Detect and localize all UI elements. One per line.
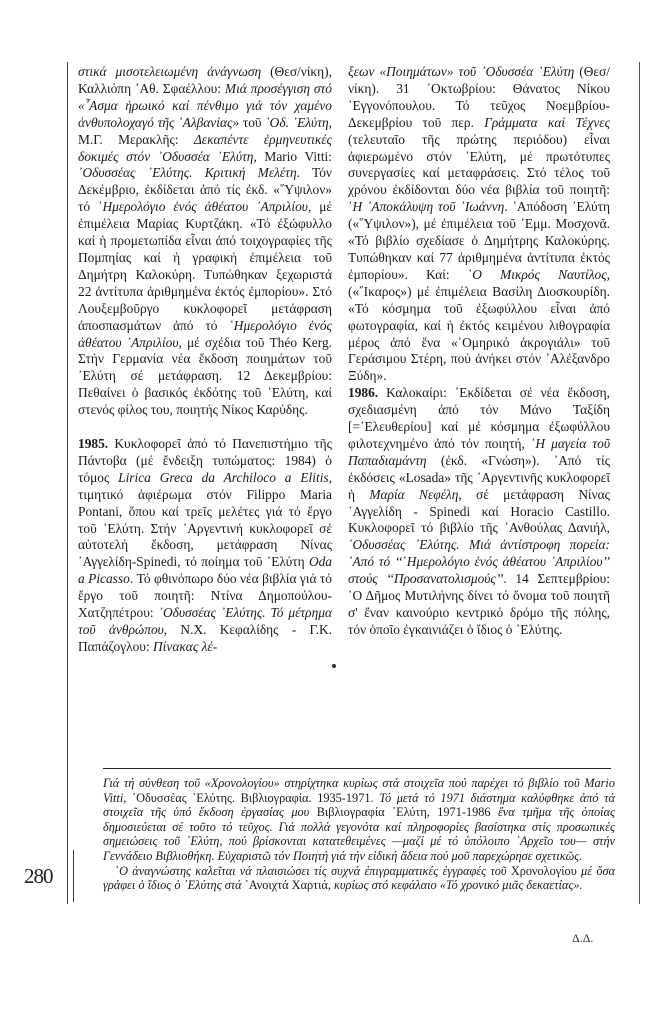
italic-title: Γράμματα καί Τέχνες <box>484 114 610 130</box>
italic-title: ῾Ημερολόγιο ἑνός ἀθέατου ᾿Απριλίου <box>98 199 308 215</box>
italic-title: ᾿Οδυσσέας ᾿Ελύτης. Μιά ἀντίστροφη πορεία: ᾿Από τό ‘‘῾Ημερολόγιο ἑνός ἀθέατου ᾿Απριλίου’’ στούς ‘‘Προσανατολισμούς’’ <box>348 537 610 587</box>
paragraph-1986 <box>348 385 610 639</box>
text: τοῦ <box>239 114 266 130</box>
year-heading-1985: 1985. <box>78 436 109 452</box>
text: μέ ὅσα γράφει ὁ ἴδιος ὁ ᾿Ελύτης στά <box>103 863 615 893</box>
italic-title: Μαρία Νεφέλη <box>369 486 459 502</box>
italic-title: Lirica Greca da Archiloco a Elitis <box>118 469 329 485</box>
text: Τό μετά τό 1971 διάστημα καλύφθηκε ἀπό τά στοιχεῖα τῆς ὑπό ἔκδοση ἐργασίας μου <box>103 790 615 820</box>
italic-title: ῾Η μαγεία τοῦ Παπαδιαμάντη <box>348 435 610 468</box>
footnote-paragraph-2 <box>103 864 615 893</box>
page-number-bar <box>73 850 74 902</box>
text: (τελευταῖο τῆς πρώτης περιόδου) εἶναι ἀφιερωμένο στόν ᾿Ελύτη, μέ πρωτότυπες συνεργασίες καί μεταφράσεις. Στό τέλος τοῦ χρόνου ἐκδίδονται δύο νέα βιβλία τοῦ ποιητῆ: <box>348 131 610 198</box>
text: (ἐκδ. «Γνώση»). ᾿Από τίς ἐκδόσεις «Losada» τῆς ᾿Αργεντινῆς κυκλοφορεῖ ἡ <box>348 452 610 502</box>
frame-left-border <box>67 62 68 904</box>
italic-title: Μιά προσέγγιση στό «῏Ασμα ἡρωικό καί πένθιμο γιά τόν χαμένο ἀνθυπολοχαγό τῆς ᾿Αλβανίας» <box>78 80 332 130</box>
italic-title: Πίνακας λέ- <box>153 638 218 654</box>
upright-title: ᾿Οδυσσέας ᾿Ελύτης. Βιβλιογραφία. 1935-1971. <box>131 790 374 805</box>
italic-text: ᾿Οδ. ᾿Ελύτη <box>265 114 329 130</box>
text: , («῎Ικαρος») μέ ἐπιμέλεια Βασίλη Διοσκουρίδη. «Τό κόσμημα τοῦ ἐξωφύλλου εἶναι ἀπό φωτογραφία, καί ἡ ἐκτός κειμένου λιθογραφία μέρος ἀπό ἕνα «῾Ομηρικό ἀκρογιάλι» τοῦ Γεράσιμου Στέρη, πού ἀνήκει στόν ᾿Αλέξανδρο Ξύδη». <box>348 266 610 384</box>
frame-right-border <box>639 62 640 904</box>
text: , Μ.Γ. Μερακλῆς: <box>78 114 332 147</box>
paragraph-1984-continued <box>78 64 332 419</box>
text: ἕνα τμῆμα τῆς ὁποίας δημοσιεύεται σέ τοῦτο τό τεῦχος. Γιά πολλά γεγονότα καί πληροφορίες βασίστηκα στίς προσωπικές σημειώσεις τοῦ ᾿Ελύτη, πού βρίσκονται κατατεθειμένες —μαζί μέ τό ὑπόλοιπο ᾿Αρχεῖο του— στήν Γεννάδειο Βιβλιοθήκη. Εὐχαριστῶ τόν Ποιητή γιά τήν εἰδική ἄδεια πού μοῦ παρεχώρησε σχετικῶς. <box>103 805 615 863</box>
text: Καλοκαίρι: ᾿Εκδίδεται σέ νέα ἔκδοση, σχεδιασμένη ἀπό τόν Μάνο Ταξίδη [=᾿Ελευθερίου] καί μέ κόσμημα ἐξωφύλλου φιλοτεχνημένο ἀπό τόν ποιητή, <box>348 385 610 451</box>
italic-title: ᾿Οδυσσέας ᾿Ελύτης. Τό μέτρημα τοῦ ἀνθρώπου <box>78 605 333 637</box>
left-column <box>78 64 332 656</box>
text: . ᾿Απόδοση ᾿Ελύτη («῞Υψιλον»), μέ ἐπιμέλεια τοῦ ᾿Εμμ. Μοσχονᾶ. «Τό βιβλίο σχεδίασε ὁ Δημήτρης Καλοκύρης. Τυπώθηκαν καί 77 ἀριθμημένα ἀντίτυπα ἐκτός ἐμπορίου». Καί: <box>348 199 610 282</box>
italic-title: ᾿Οδυσσέας ᾿Ελύτης. Κριτική Μελέτη <box>78 165 297 181</box>
text: , μέ ἐπιμέλεια Μαρίας Κυρτζάκη. «Τό ἐξώφυλλο καί ἡ προμετωπίδα εἶναι ἀπό τοιχογραφίες τῆς Πομπηίας καί ἡ γραφική ἐπιμέλεια τοῦ Δημήτρη Καλοκύρη. Τυπώθηκαν ξεχωριστά 22 ἀντίτυπα ἀριθμημένα ἐκτός ἐμπορίου». Στό Λουξεμβοῦργο κυκλοφορεῖ μετάφραση ἀποσπασμάτων ἀπό τό <box>78 199 333 333</box>
text: ῾Ο ἀναγνώστης καλεῖται νά πλαισιώσει τίς συχνά ἐπιγραμματικές ἐγγραφές τοῦ <box>115 863 511 878</box>
year-heading-1986: 1986. <box>348 385 379 401</box>
italic-title: ῾Η ᾿Αποκάλυψη τοῦ ᾿Ιωάννη <box>348 199 505 215</box>
text: , Mario Vitti: <box>253 148 332 164</box>
paragraph-1985 <box>78 436 332 656</box>
text: , τιμητικό ἀφιέρωμα στόν Filippo Maria Pontani, ὅπου καί τρεῖς μελέτες γιά τό ἔργο τοῦ ᾿Ελύτη. Στήν ᾿Αργεντινή κυκλοφορεῖ σέ αὐτοτελή ἔκδοση, μετάφραση Νίνας ᾿Αγγελίδη-Spinedi, τό ποίημα τοῦ ᾿Ελύτη <box>78 469 332 570</box>
text: . Τό φθινόπωρο δύο νέα βιβλία γιά τό ἔργο τοῦ ποιητῆ: Ντίνα Δημοπούλου-Χατζηπέτρου: <box>78 571 332 621</box>
italic-text: στικά μισοτελειωμένη ἀνάγνωση <box>78 64 262 79</box>
page-number: 280 <box>24 864 53 888</box>
upright-title: Βιβλιογραφία ᾿Ελύτη, 1971-1986 <box>316 805 491 820</box>
italic-title: ξεων «Ποιημάτων» τοῦ ᾿Οδυσσέα ᾿Ελύτη <box>348 64 575 79</box>
text: Κυκλοφορεῖ ἀπό τό Πανεπιστήμιο τῆς Πάντοβα (μέ ἔνδειξη τυπώματος: 1984) ὁ τόμος <box>78 436 332 485</box>
italic-title: ῾Ο Μικρός Ναυτίλος <box>467 266 607 282</box>
author-signature: Δ.Δ. <box>572 931 594 945</box>
paragraph-1985-continued <box>348 64 610 385</box>
italic-title: Oda a Picasso <box>78 554 332 587</box>
text: , κυρίως στό κεφάλαιο «Τό χρονικό μιᾶς δεκαετίας». <box>327 878 583 893</box>
italic-title: Δεκαπέντε ἑρμηνευτικές δοκιμές στόν ᾿Οδυσσέα ᾿Ελύτη <box>78 131 332 164</box>
text: , μέ σχέδια τοῦ Théo Kerg. Στήν Γερμανία νέα ἔκδοση ποιημάτων τοῦ ᾿Ελύτη σέ μετάφραση. 12 Δεκεμβρίου: Πεθαίνει ὁ βασικός ἐκδότης τοῦ ᾿Ελύτη, καί στενός φίλος του, ποιητής Νίκος Καρύδης. <box>78 334 332 418</box>
text: . Τόν Δεκέμβριο, ἐκδίδεται ἀπό τίς ἐκδ. «῞Υψιλον» τό <box>78 165 332 215</box>
text: , σέ μετάφραση Νίνας ᾿Αγγελίδη - Spinedi καί Horacio Castillo. Κυκλοφορεῖ τό βιβλίο τῆς ᾿Ανθούλας Δανιήλ, <box>348 486 610 536</box>
text: (Θεσ/νίκη). 31 ᾿Οκτωβρίου: Θάνατος Νίκου ᾿Εγγονόπουλου. Τό τεῦχος Νοεμβρίου-Δεκεμβρίου τοῦ περ. <box>348 64 610 130</box>
text: (Θεσ/νίκη), Καλλιόπη ᾿Αθ. Σφαέλλου: <box>78 64 332 96</box>
text: , Ν.Χ. Κεφαλίδης - Γ.Κ. Παπάζογλου: <box>78 622 333 654</box>
footnote-paragraph-1 <box>103 776 615 864</box>
right-column <box>348 64 610 639</box>
text: Γιά τή σύνθεση τοῦ «Χρονολογίου» στηρίχτηκα κυρίως στά στοιχεῖα πού παρέχει τό βιβλίο τοῦ Mario Vitti, <box>103 776 615 805</box>
upright-title: Χρονολογίου <box>510 863 577 878</box>
end-bullet-dot <box>332 664 336 668</box>
footnote <box>103 776 615 893</box>
italic-title: ῾Ημερολόγιο ἑνός ἀθέατου ᾿Απριλίου <box>78 317 332 350</box>
footnote-separator-rule <box>103 768 611 769</box>
text: . 14 Σεπτεμβρίου: ῾Ο Δῆμος Μυτιλήνης δίνει τό ὄνομα τοῦ ποιητῆ σ' ἕναν καινούριο κεντρικό δρόμο τῆς πόλης, τόν ὁποῖο ἐγκαινιάζει ὁ ἴδιος ὁ ᾿Ελύτης. <box>348 571 610 637</box>
upright-title: ᾿Ανοιχτά Χαρτιά <box>244 878 328 893</box>
